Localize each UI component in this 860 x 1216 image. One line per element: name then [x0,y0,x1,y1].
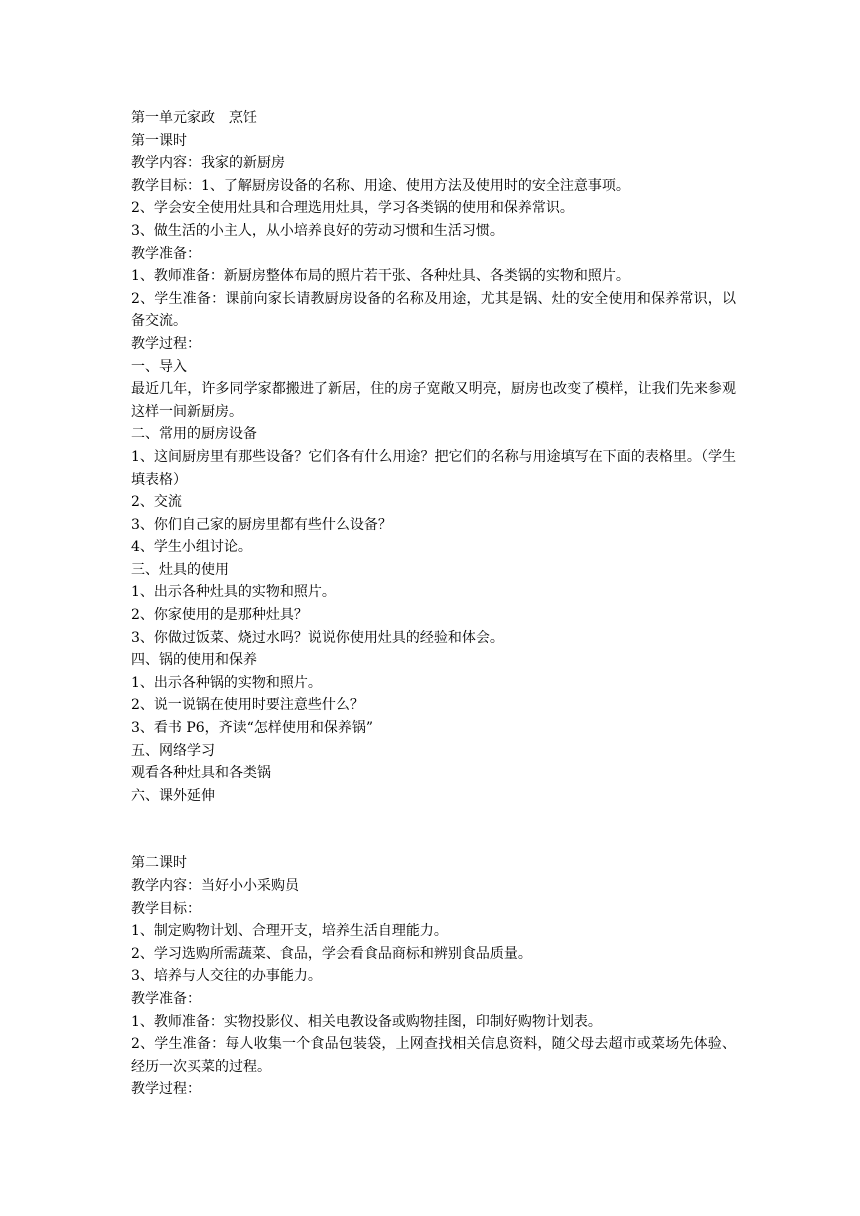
spacer [131,807,736,852]
section-heading: 三、灶具的使用 [131,561,229,578]
lesson-title: 第一课时 [131,132,187,149]
teaching-goal-3: 3、做生活的小主人，从小培养良好的劳动习惯和生活习惯。 [131,222,504,239]
section-heading: 一、导入 [131,358,187,375]
unit-title: 第一单元家政 烹饪 [131,110,257,126]
paragraph: 最近几年，许多同学家都搬进了新居，住的房子宽敞又明亮，厨房也改变了模样，让我们先来参观这样一间新厨房。 [131,381,736,420]
lesson-title: 第二课时 [131,855,187,872]
section-heading: 二、常用的厨房设备 [131,426,257,443]
teacher-preparation: 1、教师准备：新厨房整体布局的照片若干张、各种灶具、各类锅的实物和照片。 [131,268,630,285]
paragraph: 1、这间厨房里有那些设备？它们各有什么用途？把它们的名称与用途填写在下面的表格里。（学生填表格） [131,448,736,488]
teaching-goal-2: 2、学会安全使用灶具和合理选用灶具，学习各类锅的使用和保养常识。 [131,200,574,217]
teaching-goal-3: 3、培养与人交往的办事能力。 [131,968,322,985]
list-item: 2、你家使用的是那种灶具？ [131,607,308,624]
lesson-one [131,107,736,807]
process-heading: 教学过程： [131,335,201,352]
teaching-goal-1: 教学目标：1、了解厨房设备的名称、用途、使用方法及使用时的安全注意事项。 [131,177,630,194]
student-preparation: 2、学生准备：每人收集一个食品包装袋，上网查找相关信息资料，随父母去超市或菜场先体验、经历一次买菜的过程。 [131,1036,736,1075]
list-item: 1、出示各种锅的实物和照片。 [131,674,322,691]
list-item: 1、出示各种灶具的实物和照片。 [131,584,336,601]
process-heading: 教学过程： [131,1081,201,1098]
section-heading: 六、课外延伸 [131,787,215,804]
list-item: 3、看书 P6，齐读“怎样使用和保养锅” [131,720,373,737]
section-heading: 四、锅的使用和保养 [131,652,257,669]
list-item: 2、交流 [131,494,182,511]
list-item: 观看各种灶具和各类锅 [131,765,271,782]
teacher-preparation: 1、教师准备：实物投影仪、相关电教设备或购物挂图，印制好购物计划表。 [131,1013,602,1030]
student-preparation: 2、学生准备：课前向家长请教厨房设备的名称及用途，尤其是锅、灶的安全使用和保养常识，以备交流。 [131,290,736,330]
section-heading: 五、网络学习 [131,742,215,759]
teaching-goal-2: 2、学习选购所需蔬菜、食品，学会看食品商标和辨别食品质量。 [131,945,532,962]
list-item: 3、你们自己家的厨房里都有些什么设备？ [131,516,392,533]
teaching-content: 教学内容：我家的新厨房 [131,155,285,172]
list-item: 3、你做过饭菜、烧过水吗？说说你使用灶具的经验和体会。 [131,629,504,646]
teaching-content: 教学内容：当好小小采购员 [131,878,299,894]
list-item: 4、学生小组讨论。 [131,539,252,556]
preparation-heading: 教学准备： [131,990,201,1007]
document-page [131,107,736,1101]
teaching-goal-1: 1、制定购物计划、合理开支，培养生活自理能力。 [131,923,448,940]
lesson-two [131,852,736,1101]
preparation-heading: 教学准备： [131,245,201,262]
teaching-goal-heading: 教学目标： [131,900,201,917]
list-item: 2、说一说锅在使用时要注意些什么？ [131,697,364,714]
